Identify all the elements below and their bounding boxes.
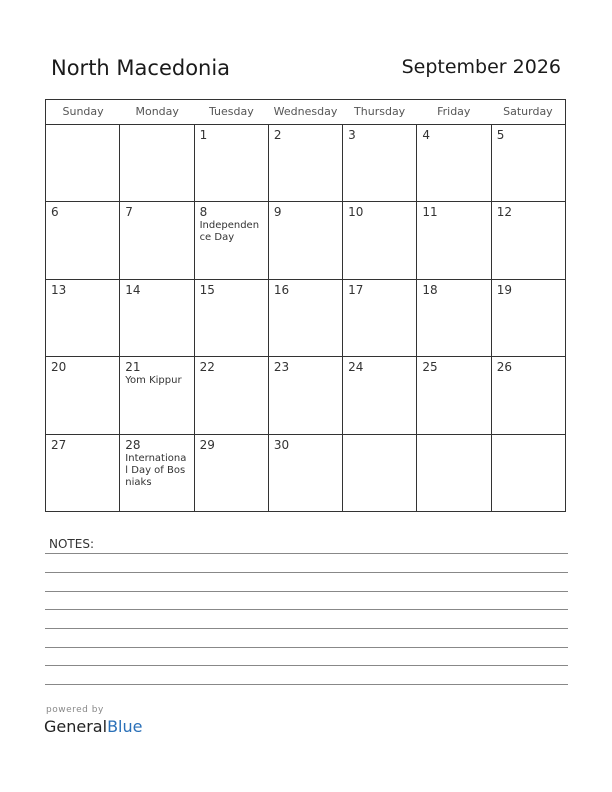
day-number: 14 (125, 282, 141, 297)
week-row (46, 125, 565, 202)
day-cell (46, 125, 120, 201)
day-number: 16 (273, 282, 290, 297)
day-number: 21 (125, 360, 141, 375)
day-number: 8 (199, 205, 208, 220)
note-line (45, 591, 568, 592)
day-cell (492, 435, 565, 512)
holiday-event: International Day of Bosniaks (125, 452, 187, 488)
day-number: 11 (422, 205, 438, 220)
weekday-label: Sunday (62, 105, 104, 118)
note-line (45, 628, 568, 629)
weekday-label: Saturday (503, 105, 553, 118)
day-cell (492, 202, 565, 278)
day-cell (343, 435, 417, 512)
week-row (46, 435, 565, 512)
day-cell (492, 125, 565, 201)
day-number: 30 (273, 437, 290, 452)
day-number: 23 (273, 360, 290, 375)
day-number: 29 (199, 437, 215, 452)
notes-label: NOTES: (49, 537, 94, 551)
day-cell (46, 202, 120, 278)
day-number: 7 (125, 205, 133, 220)
day-cell (492, 280, 565, 356)
day-cell (120, 202, 194, 278)
day-cell (195, 280, 269, 356)
day-cell (120, 280, 194, 356)
holiday-event: Yom Kippur (125, 375, 182, 387)
day-cell (269, 280, 343, 356)
day-number: 10 (348, 205, 364, 220)
day-cell (417, 202, 491, 278)
day-number: 24 (348, 360, 364, 375)
day-number: 2 (273, 128, 282, 142)
day-cell (120, 357, 194, 433)
day-cell (343, 357, 417, 433)
day-cell (417, 357, 491, 433)
day-number: 15 (199, 282, 215, 297)
week-row (46, 280, 565, 357)
brand-logo (44, 717, 142, 736)
weekday-label: Wednesday (273, 105, 338, 118)
day-number: 3 (348, 128, 356, 142)
note-line (45, 684, 568, 685)
day-cell (195, 357, 269, 433)
day-cell (269, 435, 343, 512)
day-number: 12 (496, 205, 512, 220)
day-cell (343, 280, 417, 356)
note-line (45, 572, 568, 573)
day-cell (269, 202, 343, 278)
week-row (46, 357, 565, 434)
day-cell (269, 125, 343, 201)
day-number: 19 (496, 282, 512, 297)
day-cell (195, 125, 269, 201)
powered-by-text: powered by (46, 705, 104, 715)
day-cell (46, 280, 120, 356)
day-cell (269, 357, 343, 433)
day-number: 6 (51, 205, 59, 220)
day-number: 22 (199, 360, 215, 375)
day-number: 26 (496, 360, 512, 375)
weekday-label: Monday (135, 105, 179, 118)
day-cell (492, 357, 565, 433)
calendar-month-title: September 2026 (401, 56, 561, 78)
brand-part-blue: Blue (107, 717, 143, 736)
week-row (46, 202, 565, 279)
day-number: 28 (125, 437, 141, 452)
day-cell (343, 125, 417, 201)
day-cell (417, 280, 491, 356)
day-cell (46, 435, 120, 512)
day-number: 5 (496, 128, 505, 142)
calendar-grid (45, 99, 566, 512)
day-cell (417, 125, 491, 201)
day-number: 20 (51, 360, 67, 375)
note-line (45, 647, 568, 648)
note-line (45, 665, 568, 666)
weekday-label: Friday (437, 105, 471, 118)
day-number: 13 (51, 282, 67, 297)
weekday-label: Tuesday (208, 105, 254, 118)
brand-part-general: General (44, 717, 108, 736)
day-number: 25 (422, 360, 438, 375)
day-cell (343, 202, 417, 278)
day-number: 27 (51, 437, 67, 452)
note-line (45, 609, 568, 610)
day-number: 4 (422, 128, 431, 142)
note-line (45, 553, 568, 554)
day-cell (120, 435, 194, 512)
day-number: 17 (348, 282, 364, 297)
day-cell (195, 435, 269, 512)
day-cell (195, 202, 269, 278)
day-cell (120, 125, 194, 201)
day-cell (46, 357, 120, 433)
weekday-header-row (46, 100, 565, 125)
calendar-weeks (46, 125, 565, 512)
day-number: 18 (422, 282, 438, 297)
weekday-label: Thursday (354, 105, 406, 118)
day-cell (417, 435, 491, 512)
day-number: 9 (273, 205, 282, 220)
calendar-country-title: North Macedonia (51, 56, 231, 80)
holiday-event: Independence Day (199, 220, 260, 244)
day-number: 1 (199, 128, 208, 142)
